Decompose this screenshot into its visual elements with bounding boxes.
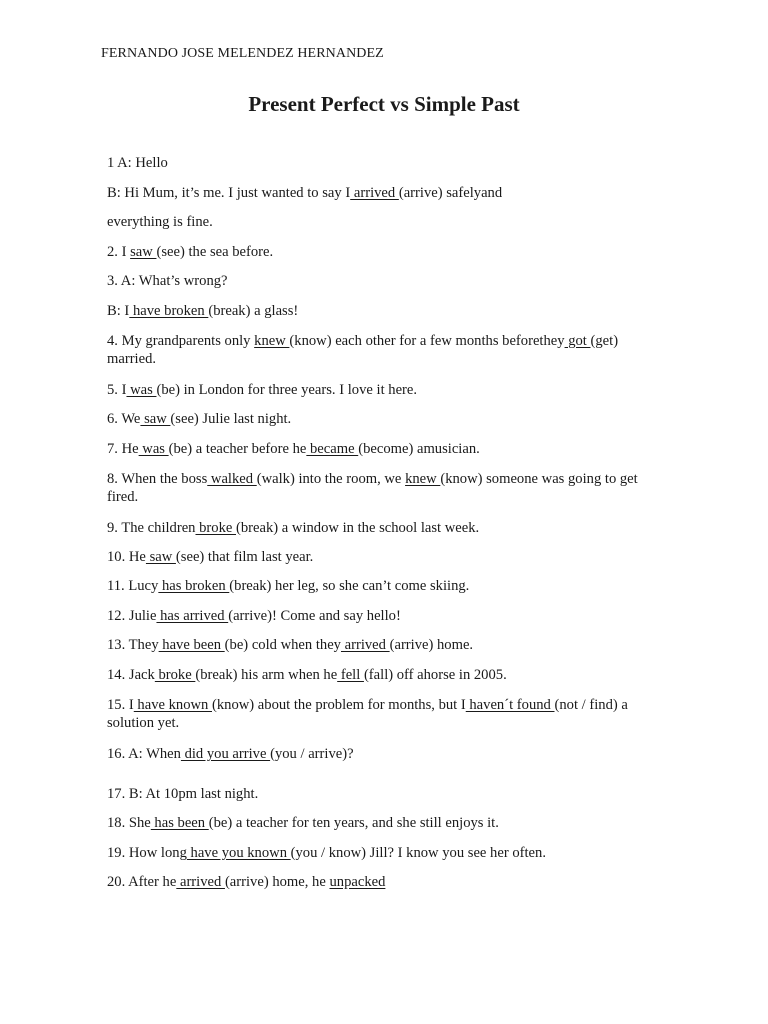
exercise-line bbox=[107, 607, 667, 625]
prompt-text: 17. B: At 10pm last night. bbox=[107, 786, 259, 802]
answer-text: has broken bbox=[158, 578, 230, 594]
answer-text: haven´t found bbox=[465, 697, 555, 713]
exercise-line bbox=[107, 577, 667, 595]
answer-text: was bbox=[138, 441, 169, 457]
answer-text: have been bbox=[158, 637, 225, 653]
exercise-line bbox=[107, 381, 667, 399]
prompt-text: 8. When the boss bbox=[107, 471, 208, 487]
exercise-line bbox=[107, 440, 667, 458]
exercise-line bbox=[107, 548, 667, 566]
prompt-text: (break) a glass! bbox=[208, 303, 299, 319]
exercise-line bbox=[107, 745, 667, 763]
answer-text: saw bbox=[145, 549, 176, 565]
answer-text: arrived bbox=[340, 637, 390, 653]
prompt-text: (walk) into the room, we bbox=[256, 471, 406, 487]
exercise-line bbox=[107, 873, 667, 891]
prompt-text: 15. I bbox=[107, 697, 134, 713]
prompt-text: (be) a teacher before he bbox=[168, 441, 307, 457]
prompt-text: 20. After he bbox=[107, 874, 177, 890]
exercise-line bbox=[107, 243, 667, 261]
answer-text: broke bbox=[195, 520, 237, 536]
prompt-text: 7. He bbox=[107, 441, 139, 457]
exercise-line bbox=[107, 814, 667, 832]
prompt-text: 16. A: When bbox=[107, 746, 181, 762]
answer-text: arrived bbox=[350, 185, 399, 201]
prompt-text: 3. A: What’s wrong? bbox=[107, 273, 228, 289]
prompt-text: (get) married. bbox=[107, 333, 619, 367]
prompt-text: (break) her leg, so she can’t come skiing. bbox=[229, 578, 470, 594]
exercise-line bbox=[107, 154, 667, 172]
prompt-text: 4. My grandparents only bbox=[107, 333, 255, 349]
prompt-text: 2. I bbox=[107, 244, 131, 260]
prompt-text: (know) about the problem for months, but I bbox=[212, 697, 466, 713]
answer-text: knew bbox=[405, 471, 441, 487]
prompt-text: (know) each other for a few months beforethey bbox=[289, 333, 565, 349]
prompt-text: B: Hi Mum, it’s me. I just wanted to say I bbox=[107, 185, 351, 201]
answer-text: became bbox=[306, 441, 359, 457]
exercise-line bbox=[107, 519, 667, 537]
prompt-text: 1 A: Hello bbox=[107, 155, 168, 171]
exercise-line bbox=[107, 332, 667, 368]
exercise-line bbox=[107, 636, 667, 654]
exercise-line bbox=[107, 666, 667, 684]
answer-text: did you arrive bbox=[180, 746, 271, 762]
prompt-text: (arrive)! Come and say hello! bbox=[228, 608, 401, 624]
prompt-text: 6. We bbox=[107, 411, 141, 427]
prompt-text: (break) a window in the school last week. bbox=[236, 520, 480, 536]
answer-text: saw bbox=[140, 411, 171, 427]
answer-text: has arrived bbox=[156, 608, 229, 624]
prompt-text: (see) that film last year. bbox=[175, 549, 314, 565]
prompt-text: (break) his arm when he bbox=[195, 667, 338, 683]
prompt-text: (see) the sea before. bbox=[156, 244, 274, 260]
answer-text: broke bbox=[154, 667, 196, 683]
prompt-text: 12. Julie bbox=[107, 608, 157, 624]
exercise-line bbox=[107, 184, 667, 202]
prompt-text: (see) Julie last night. bbox=[170, 411, 292, 427]
prompt-text: 11. Lucy bbox=[107, 578, 159, 594]
prompt-text: 14. Jack bbox=[107, 667, 155, 683]
answer-text: walked bbox=[207, 471, 257, 487]
exercise-line bbox=[107, 844, 667, 862]
answer-text: saw bbox=[130, 244, 157, 260]
page-title: Present Perfect vs Simple Past bbox=[248, 92, 520, 116]
exercise-line bbox=[107, 410, 667, 428]
answer-text: arrived bbox=[176, 874, 225, 890]
prompt-text: (be) cold when they bbox=[224, 637, 341, 653]
prompt-text: 9. The children bbox=[107, 520, 196, 536]
prompt-text: (not / find) a solution yet. bbox=[107, 697, 628, 731]
prompt-text: 10. He bbox=[107, 549, 146, 565]
answer-text: have known bbox=[133, 697, 212, 713]
prompt-text: (be) a teacher for ten years, and she still enjoys it. bbox=[208, 815, 499, 831]
exercise-line bbox=[107, 696, 667, 732]
prompt-text: 19. How long bbox=[107, 845, 187, 861]
prompt-text: (you / know) Jill? I know you see her often. bbox=[290, 845, 546, 861]
exercise-line bbox=[107, 470, 667, 506]
prompt-text: (arrive) home. bbox=[389, 637, 474, 653]
prompt-text: (be) in London for three years. I love it here. bbox=[156, 382, 418, 398]
exercise-line bbox=[107, 272, 667, 290]
answer-text: was bbox=[126, 382, 157, 398]
prompt-text: 13. They bbox=[107, 637, 159, 653]
prompt-text: (know) someone was going to get fired. bbox=[107, 471, 638, 505]
prompt-text: (you / arrive)? bbox=[270, 746, 354, 762]
exercise-line bbox=[107, 302, 667, 320]
answer-text: got bbox=[564, 333, 591, 349]
prompt-text: (fall) off ahorse in 2005. bbox=[363, 667, 507, 683]
exercise-line bbox=[107, 785, 667, 803]
answer-text: has been bbox=[150, 815, 209, 831]
answer-text: have broken bbox=[129, 303, 209, 319]
prompt-text: (become) amusician. bbox=[358, 441, 480, 457]
prompt-text: 5. I bbox=[107, 382, 127, 398]
prompt-text: (arrive) home, he bbox=[224, 874, 330, 890]
answer-text: knew bbox=[254, 333, 290, 349]
prompt-text: 18. She bbox=[107, 815, 151, 831]
prompt-text: everything is fine. bbox=[107, 214, 213, 230]
prompt-text: (arrive) safelyand bbox=[398, 185, 503, 201]
author-name: FERNANDO JOSE MELENDEZ HERNANDEZ bbox=[101, 46, 384, 61]
exercise-line bbox=[107, 213, 667, 231]
answer-text: have you known bbox=[186, 845, 291, 861]
answer-text: unpacked bbox=[329, 874, 386, 890]
answer-text: fell bbox=[337, 667, 364, 683]
prompt-text: B: I bbox=[107, 303, 130, 319]
